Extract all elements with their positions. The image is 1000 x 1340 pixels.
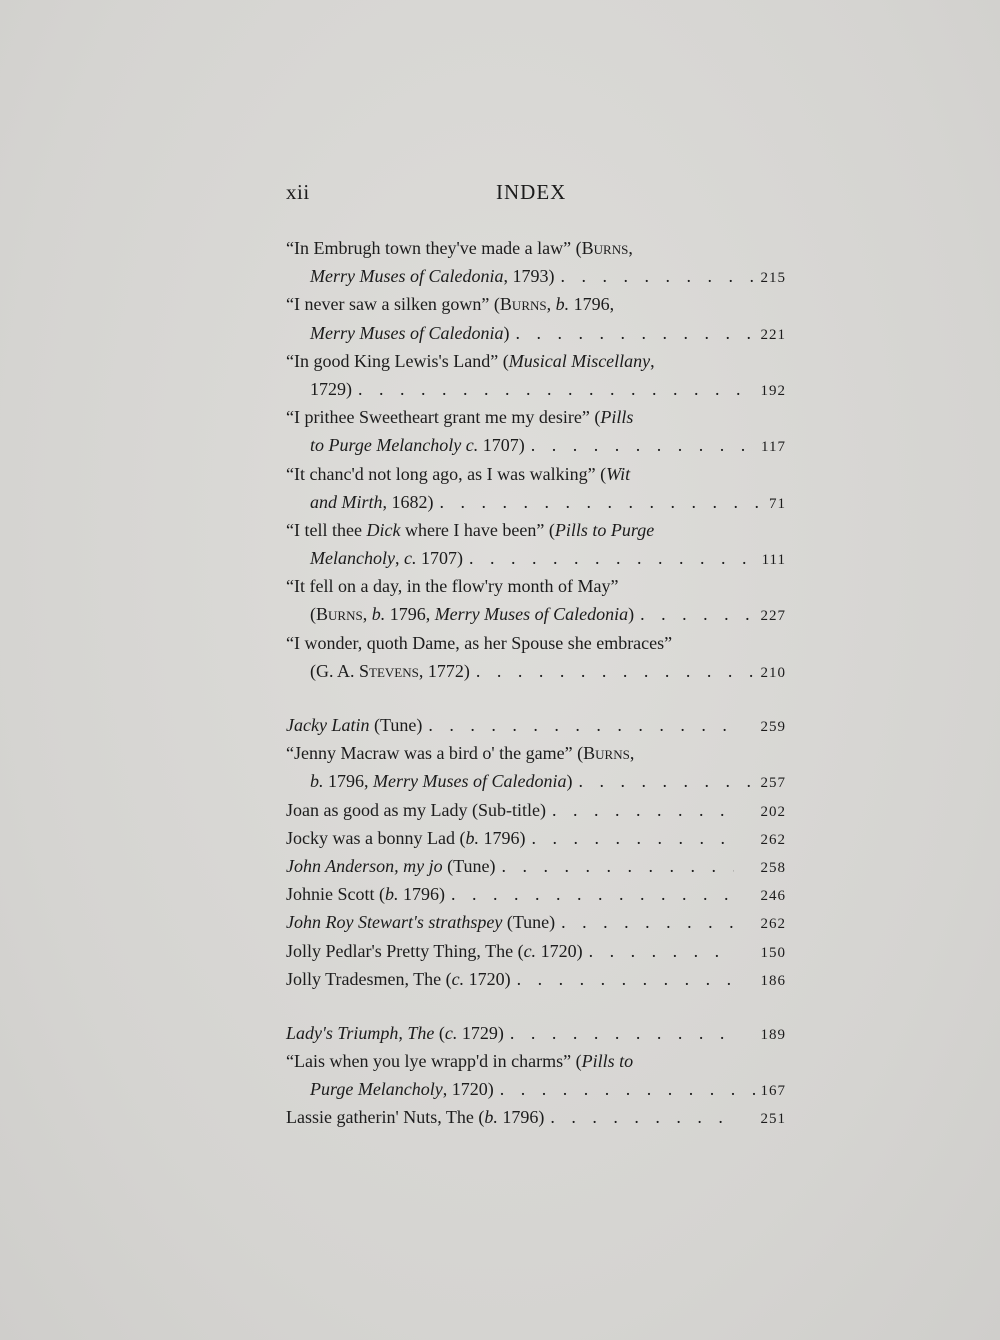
entry-page-number: 227 (760, 608, 786, 625)
entry-text: Lady's Triumph, The (c. 1729) (286, 1022, 504, 1043)
entry-text: “It chanc'd not long ago, as I was walking” (Wit (286, 463, 631, 484)
leader-dots (555, 908, 734, 936)
index-entry (286, 824, 786, 852)
leader-dots (494, 1075, 758, 1103)
entry-text: Merry Muses of Caledonia, 1793) (310, 266, 555, 287)
leader-dots (504, 1019, 734, 1047)
index-entry (286, 880, 786, 908)
entry-page-number: 246 (760, 888, 786, 905)
index-list (286, 234, 786, 1132)
entry-text: b. 1796, Merry Muses of Caledonia) (310, 771, 573, 792)
leader-dots (544, 1103, 734, 1131)
leader-dots (496, 852, 735, 880)
entry-text: “I prithee Sweetheart grant me my desire” (Pills (286, 407, 634, 428)
section-gap (286, 685, 786, 711)
entry-text: “I never saw a silken gown” (Burns, b. 1796, (286, 294, 615, 315)
leader-dots (445, 880, 734, 908)
entry-page-number: 202 (760, 803, 786, 820)
entry-page-number: 150 (760, 944, 786, 961)
leader-dots (546, 796, 734, 824)
entry-text: “I tell thee Dick where I have been” (Pills to Purge (286, 519, 655, 540)
index-entry (286, 290, 786, 346)
index-entry (286, 965, 786, 993)
leader-dots (509, 319, 758, 347)
index-entry (286, 852, 786, 880)
leader-dots (583, 937, 734, 965)
entry-page-number: 192 (760, 382, 786, 399)
index-entry (286, 234, 786, 290)
leader-dots (470, 657, 758, 685)
page-number: xii (286, 180, 310, 204)
entry-text: “In good King Lewis's Land” (Musical Miscellany, (286, 350, 655, 371)
leader-dots (572, 767, 758, 795)
page-title: INDEX (496, 180, 567, 204)
index-entry (286, 1019, 786, 1047)
index-entry (286, 403, 786, 459)
entry-text: Jacky Latin (Tune) (286, 715, 423, 735)
running-head (286, 180, 786, 210)
entry-page-number: 111 (761, 552, 786, 569)
entry-page-number: 262 (760, 916, 786, 933)
leader-dots (554, 262, 758, 290)
leader-dots (434, 488, 758, 516)
entry-page-number: 251 (760, 1111, 786, 1128)
index-entry (286, 1047, 786, 1103)
entry-text: “Jenny Macraw was a bird o' the game” (Burns, (286, 743, 635, 764)
entry-page-number: 215 (760, 270, 786, 287)
entry-text: 1729) (310, 378, 352, 399)
index-entry (286, 460, 786, 516)
index-entry (286, 516, 786, 572)
entry-text: “I wonder, quoth Dame, as her Spouse she embraces” (286, 632, 673, 653)
entry-page-number: 167 (760, 1083, 786, 1100)
index-entry (286, 347, 786, 403)
section-gap (286, 993, 786, 1019)
entry-text: Jolly Pedlar's Pretty Thing, The (c. 1720) (286, 940, 583, 961)
entry-text: Joan as good as my Lady (Sub-title) (286, 799, 546, 820)
leader-dots (463, 544, 758, 572)
index-entry (286, 796, 786, 824)
index-entry (286, 572, 786, 628)
entry-text: (G. A. Stevens, 1772) (310, 660, 470, 681)
entry-page-number: 71 (769, 495, 786, 512)
entry-text: “It fell on a day, in the flow'ry month of May” (286, 576, 619, 597)
entry-text: Merry Muses of Caledonia) (310, 322, 510, 343)
entry-text: Purge Melancholy, 1720) (310, 1079, 494, 1100)
entry-text: “In Embrugh town they've made a law” (Burns, (286, 238, 633, 258)
entry-text: Lassie gatherin' Nuts, The (b. 1796) (286, 1107, 545, 1128)
entry-text: Melancholy, c. 1707) (310, 548, 463, 569)
leader-dots (525, 824, 734, 852)
entry-text: Johnie Scott (b. 1796) (286, 884, 445, 905)
entry-page-number: 189 (760, 1026, 786, 1043)
leader-dots (352, 375, 758, 403)
entry-text: and Mirth, 1682) (310, 491, 434, 512)
entry-page-number: 186 (760, 972, 786, 989)
entry-page-number: 257 (760, 775, 786, 792)
entry-text: to Purge Melancholy c. 1707) (310, 435, 525, 456)
index-entry (286, 711, 786, 739)
leader-dots (422, 711, 734, 739)
index-entry (286, 937, 786, 965)
entry-text: “Lais when you lye wrapp'd in charms” (Pills to (286, 1051, 634, 1072)
entry-page-number: 210 (760, 664, 786, 681)
index-entry (286, 1103, 786, 1131)
index-entry (286, 908, 786, 936)
entry-text: John Anderson, my jo (Tune) (286, 855, 496, 876)
entry-page-number: 262 (760, 831, 786, 848)
entry-page-number: 221 (760, 326, 786, 343)
index-entry (286, 739, 786, 795)
entry-text: (Burns, b. 1796, Merry Muses of Caledonia) (310, 604, 635, 625)
entry-page-number: 259 (760, 719, 786, 735)
leader-dots (511, 965, 734, 993)
index-entry (286, 629, 786, 685)
entry-text: John Roy Stewart's strathspey (Tune) (286, 912, 556, 933)
entry-page-number: 258 (760, 859, 786, 876)
entry-page-number: 117 (761, 439, 786, 456)
leader-dots (525, 431, 758, 459)
entry-text: Jolly Tradesmen, The (c. 1720) (286, 968, 511, 989)
entry-text: Jocky was a bonny Lad (b. 1796) (286, 827, 526, 848)
